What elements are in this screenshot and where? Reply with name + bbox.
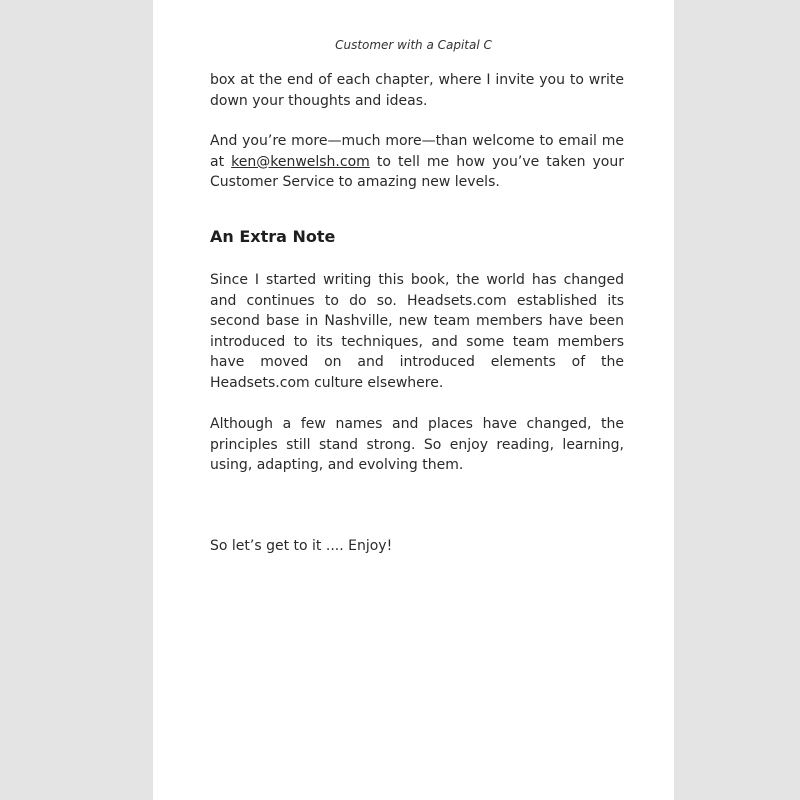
paragraph-email-invite xyxy=(210,131,624,193)
email-text-before: And you’re more—much more—than welcome to email me at xyxy=(210,133,624,170)
paragraph-closing: So let’s get to it .... Enjoy! xyxy=(210,538,393,554)
paragraph-principles: Although a few names and places have changed, the principles still stand strong. So enjoy reading, learning, using, adapting, and evolving them. xyxy=(210,416,624,473)
running-header: Customer with a Capital C xyxy=(335,38,492,52)
paragraph-chapter-box: box at the end of each chapter, where I invite you to write down your thoughts and ideas. xyxy=(210,72,624,109)
email-link[interactable]: ken@kenwelsh.com xyxy=(231,153,370,170)
book-page xyxy=(153,0,674,800)
email-text-after: to tell me how you’ve taken your Customer Service to amazing new levels. xyxy=(210,153,624,190)
paragraph-world-changed: Since I started writing this book, the world has changed and continues to do so. Headsets.com established its second base in Nashville, new team members have been introduced to its techniques, and some team members have moved on and introduced elements of the Headsets.com culture elsewhere. xyxy=(210,272,624,391)
section-heading: An Extra Note xyxy=(210,227,336,246)
